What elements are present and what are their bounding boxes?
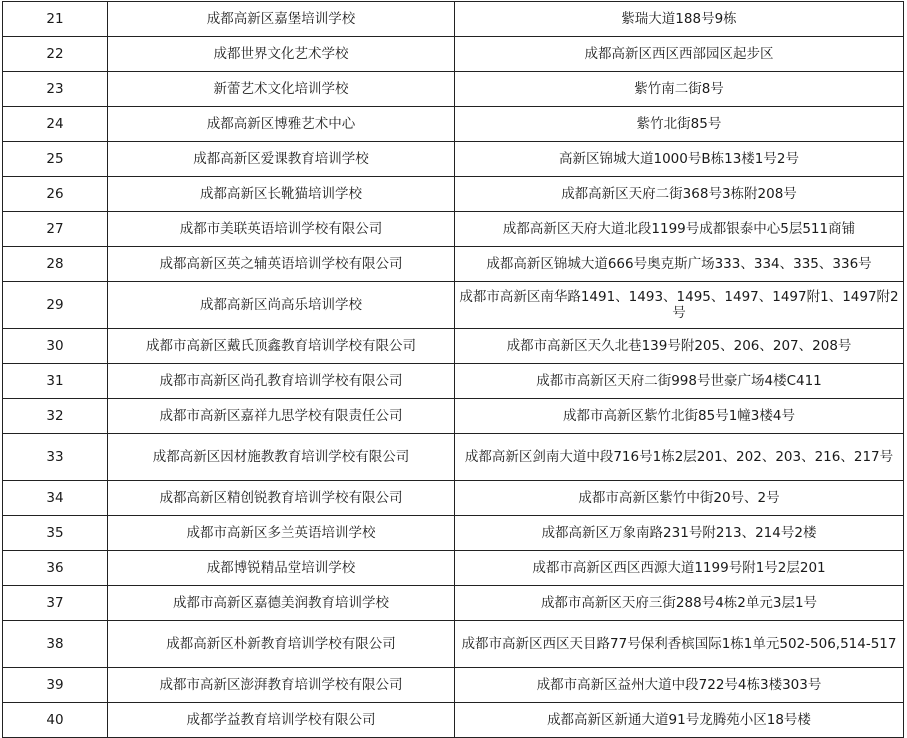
table-row (3, 247, 904, 282)
school-list-table (2, 1, 904, 738)
row-number: 38 (3, 621, 108, 668)
table-row (3, 399, 904, 434)
table-row (3, 551, 904, 586)
school-address: 成都市高新区紫竹中街20号、2号 (455, 481, 904, 516)
school-name: 成都高新区朴新教育培训学校有限公司 (108, 621, 455, 668)
school-name: 成都高新区因材施教教育培训学校有限公司 (108, 434, 455, 481)
row-number: 27 (3, 212, 108, 247)
school-name: 成都高新区尚高乐培训学校 (108, 282, 455, 329)
school-address: 成都市高新区益州大道中段722号4栋3楼303号 (455, 668, 904, 703)
row-number: 30 (3, 329, 108, 364)
row-number: 36 (3, 551, 108, 586)
school-name: 成都博锐精品堂培训学校 (108, 551, 455, 586)
table-row (3, 364, 904, 399)
table-row (3, 516, 904, 551)
school-address: 紫竹南二街8号 (455, 72, 904, 107)
table-row (3, 329, 904, 364)
table-row (3, 434, 904, 481)
row-number: 40 (3, 703, 108, 738)
school-address: 成都高新区天府大道北段1199号成都银泰中心5层511商铺 (455, 212, 904, 247)
school-name: 成都市高新区澎湃教育培训学校有限公司 (108, 668, 455, 703)
row-number: 26 (3, 177, 108, 212)
school-address: 成都市高新区南华路1491、1493、1495、1497、1497附1、1497附2号 (455, 282, 904, 329)
school-name: 成都高新区嘉堡培训学校 (108, 2, 455, 37)
school-name: 成都学益教育培训学校有限公司 (108, 703, 455, 738)
school-address: 成都市高新区紫竹北街85号1幢3楼4号 (455, 399, 904, 434)
row-number: 33 (3, 434, 108, 481)
row-number: 22 (3, 37, 108, 72)
table-row (3, 37, 904, 72)
school-address: 紫瑞大道188号9栋 (455, 2, 904, 37)
school-name: 新蕾艺术文化培训学校 (108, 72, 455, 107)
school-name: 成都市高新区嘉祥九思学校有限责任公司 (108, 399, 455, 434)
row-number: 25 (3, 142, 108, 177)
school-name: 成都市高新区尚孔教育培训学校有限公司 (108, 364, 455, 399)
school-name: 成都市高新区嘉德美润教育培训学校 (108, 586, 455, 621)
row-number: 35 (3, 516, 108, 551)
school-address: 成都市高新区西区西源大道1199号附1号2层201 (455, 551, 904, 586)
table-row (3, 72, 904, 107)
school-address: 成都高新区西区西部园区起步区 (455, 37, 904, 72)
table-row (3, 212, 904, 247)
table-row (3, 282, 904, 329)
school-name: 成都高新区英之辅英语培训学校有限公司 (108, 247, 455, 282)
row-number: 31 (3, 364, 108, 399)
table-row (3, 621, 904, 668)
row-number: 32 (3, 399, 108, 434)
row-number: 39 (3, 668, 108, 703)
table-row (3, 481, 904, 516)
school-address: 成都市高新区天府三街288号4栋2单元3层1号 (455, 586, 904, 621)
row-number: 24 (3, 107, 108, 142)
table-row (3, 703, 904, 738)
document-page (2, 1, 904, 738)
school-address: 成都高新区锦城大道666号奥克斯广场333、334、335、336号 (455, 247, 904, 282)
school-name: 成都高新区长靴猫培训学校 (108, 177, 455, 212)
school-name: 成都高新区博雅艺术中心 (108, 107, 455, 142)
school-name: 成都高新区爱课教育培训学校 (108, 142, 455, 177)
school-address: 成都市高新区西区天目路77号保利香槟国际1栋1单元502-506,514-517 (455, 621, 904, 668)
row-number: 34 (3, 481, 108, 516)
table-row (3, 2, 904, 37)
row-number: 29 (3, 282, 108, 329)
school-address: 紫竹北街85号 (455, 107, 904, 142)
row-number: 28 (3, 247, 108, 282)
row-number: 21 (3, 2, 108, 37)
school-name: 成都高新区精创锐教育培训学校有限公司 (108, 481, 455, 516)
school-address: 成都市高新区天久北巷139号附205、206、207、208号 (455, 329, 904, 364)
row-number: 23 (3, 72, 108, 107)
school-address: 成都高新区剑南大道中段716号1栋2层201、202、203、216、217号 (455, 434, 904, 481)
school-address: 成都市高新区天府二街998号世豪广场4楼C411 (455, 364, 904, 399)
table-row (3, 586, 904, 621)
table-row (3, 142, 904, 177)
school-name: 成都市美联英语培训学校有限公司 (108, 212, 455, 247)
row-number: 37 (3, 586, 108, 621)
school-address: 成都高新区新通大道91号龙腾苑小区18号楼 (455, 703, 904, 738)
school-name: 成都世界文化艺术学校 (108, 37, 455, 72)
school-address: 高新区锦城大道1000号B栋13楼1号2号 (455, 142, 904, 177)
school-name: 成都市高新区多兰英语培训学校 (108, 516, 455, 551)
school-address: 成都高新区万象南路231号附213、214号2楼 (455, 516, 904, 551)
table-row (3, 668, 904, 703)
table-row (3, 107, 904, 142)
school-address: 成都高新区天府二街368号3栋附208号 (455, 177, 904, 212)
table-row (3, 177, 904, 212)
school-name: 成都市高新区戴氏顶鑫教育培训学校有限公司 (108, 329, 455, 364)
